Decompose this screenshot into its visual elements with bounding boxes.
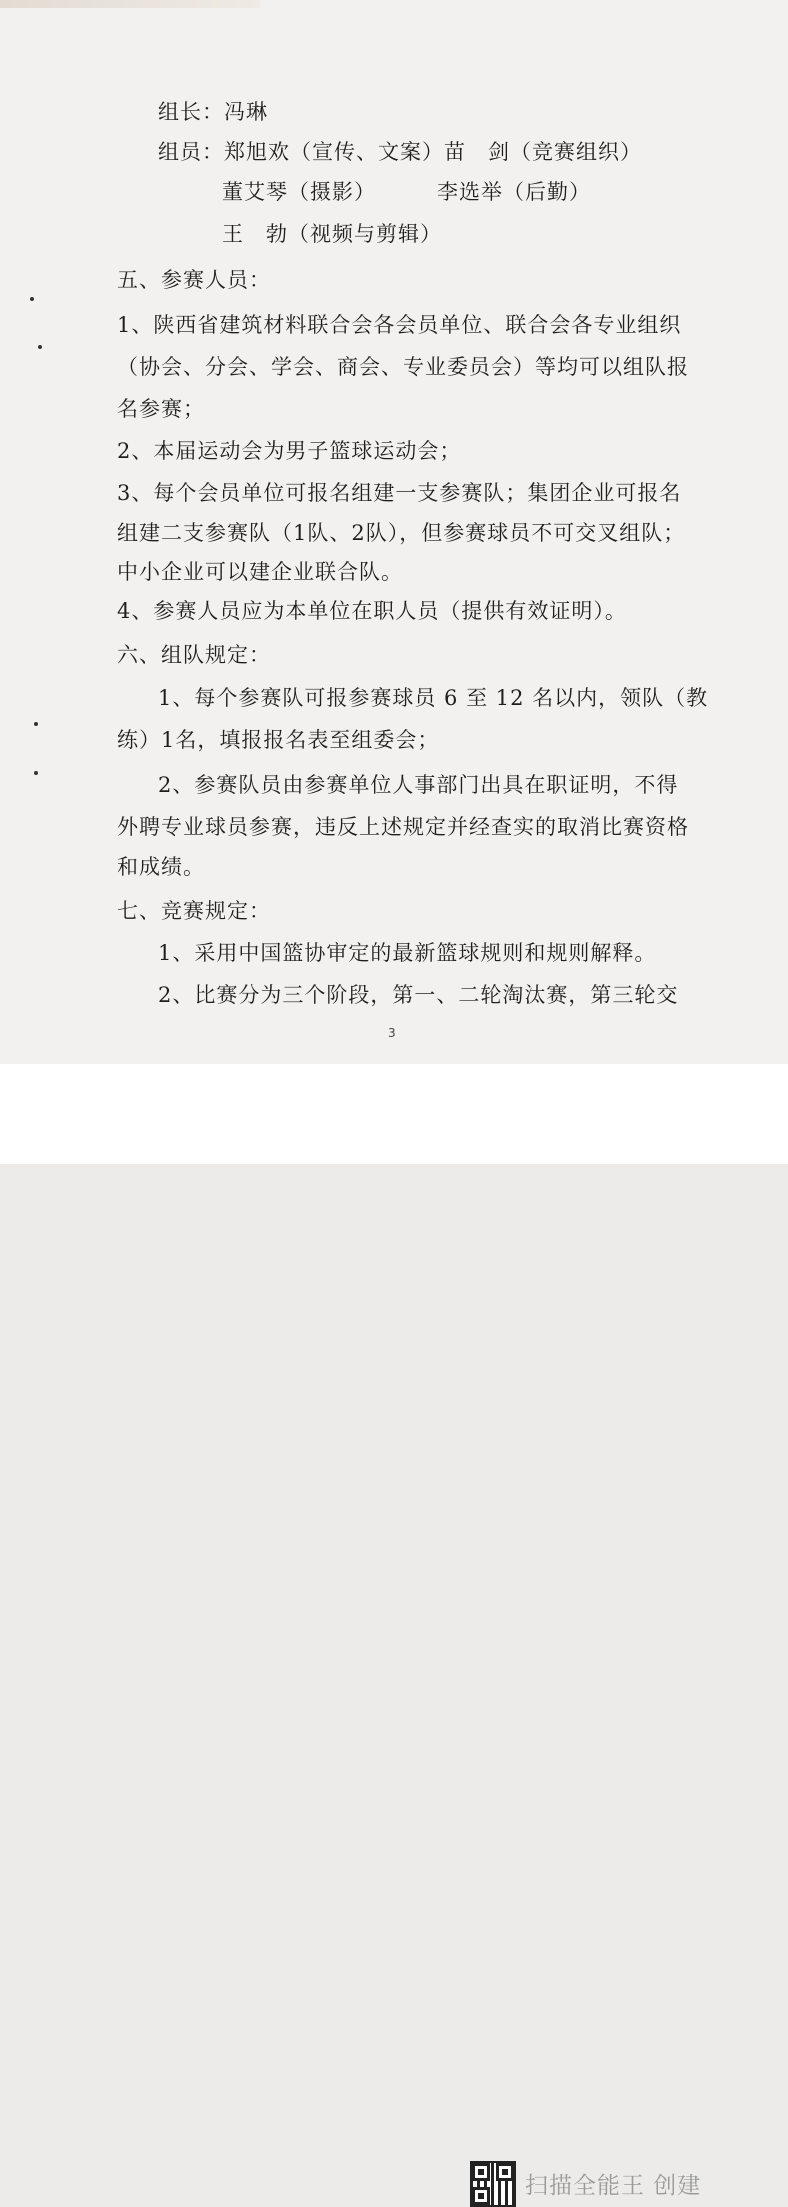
section-heading-competition-rules: 七、竞赛规定： bbox=[117, 899, 271, 923]
page-number: 3 bbox=[388, 1026, 396, 1040]
scan-speck bbox=[38, 345, 42, 349]
text-line: 1、每个参赛队可报参赛球员 6 至 12 名以内，领队（教 bbox=[158, 686, 709, 710]
text-line-group-members: 组员：郑旭欢（宣传、文案）苗 剑（竞赛组织） bbox=[158, 140, 642, 164]
scan-speck bbox=[34, 722, 38, 726]
text-line: 2、本届运动会为男子篮球运动会； bbox=[117, 439, 462, 463]
text-line-member-li: 李选举（后勤） bbox=[437, 180, 591, 204]
document-page bbox=[0, 0, 788, 1064]
text-line: 中小企业可以建企业联合队。 bbox=[117, 560, 403, 584]
text-line: 1、陕西省建筑材料联合会各会员单位、联合会各专业组织 bbox=[117, 313, 682, 337]
text-line: （协会、分会、学会、商会、专业委员会）等均可以组队报 bbox=[117, 355, 689, 379]
scanner-brand-text: 扫描全能王 创建 bbox=[525, 2173, 702, 2199]
scan-speck bbox=[34, 771, 38, 775]
text-line: 组建二支参赛队（1队、2队），但参赛球员不可交叉组队； bbox=[117, 521, 686, 545]
qr-code-icon bbox=[470, 2161, 516, 2207]
text-line: 外聘专业球员参赛，违反上述规定并经查实的取消比赛资格 bbox=[117, 815, 689, 839]
section-heading-team-rules: 六、组队规定： bbox=[117, 643, 271, 667]
text-line: 2、参赛队员由参赛单位人事部门出具在职证明，不得 bbox=[158, 773, 679, 797]
text-line-member-wang: 王 勃（视频与剪辑） bbox=[222, 222, 442, 246]
scan-speck bbox=[30, 297, 34, 301]
text-line: 练）1名，填报报名表至组委会； bbox=[117, 728, 440, 752]
text-line: 和成绩。 bbox=[117, 855, 205, 879]
text-line: 2、比赛分为三个阶段，第一、二轮淘汰赛，第三轮交 bbox=[158, 983, 679, 1007]
text-line-group-leader: 组长：冯琳 bbox=[158, 100, 268, 124]
text-line-member-dong: 董艾琴（摄影） bbox=[222, 180, 376, 204]
text-line: 3、每个会员单位可报名组建一支参赛队；集团企业可报名 bbox=[117, 481, 682, 505]
scanner-footer bbox=[0, 1064, 788, 2199]
text-line: 名参赛； bbox=[117, 397, 205, 421]
scan-smudge bbox=[0, 0, 260, 8]
section-heading-participants: 五、参赛人员： bbox=[117, 268, 271, 292]
text-line: 4、参赛人员应为本单位在职人员（提供有效证明）。 bbox=[117, 599, 627, 623]
text-line: 1、采用中国篮协审定的最新篮球规则和规则解释。 bbox=[158, 941, 657, 965]
